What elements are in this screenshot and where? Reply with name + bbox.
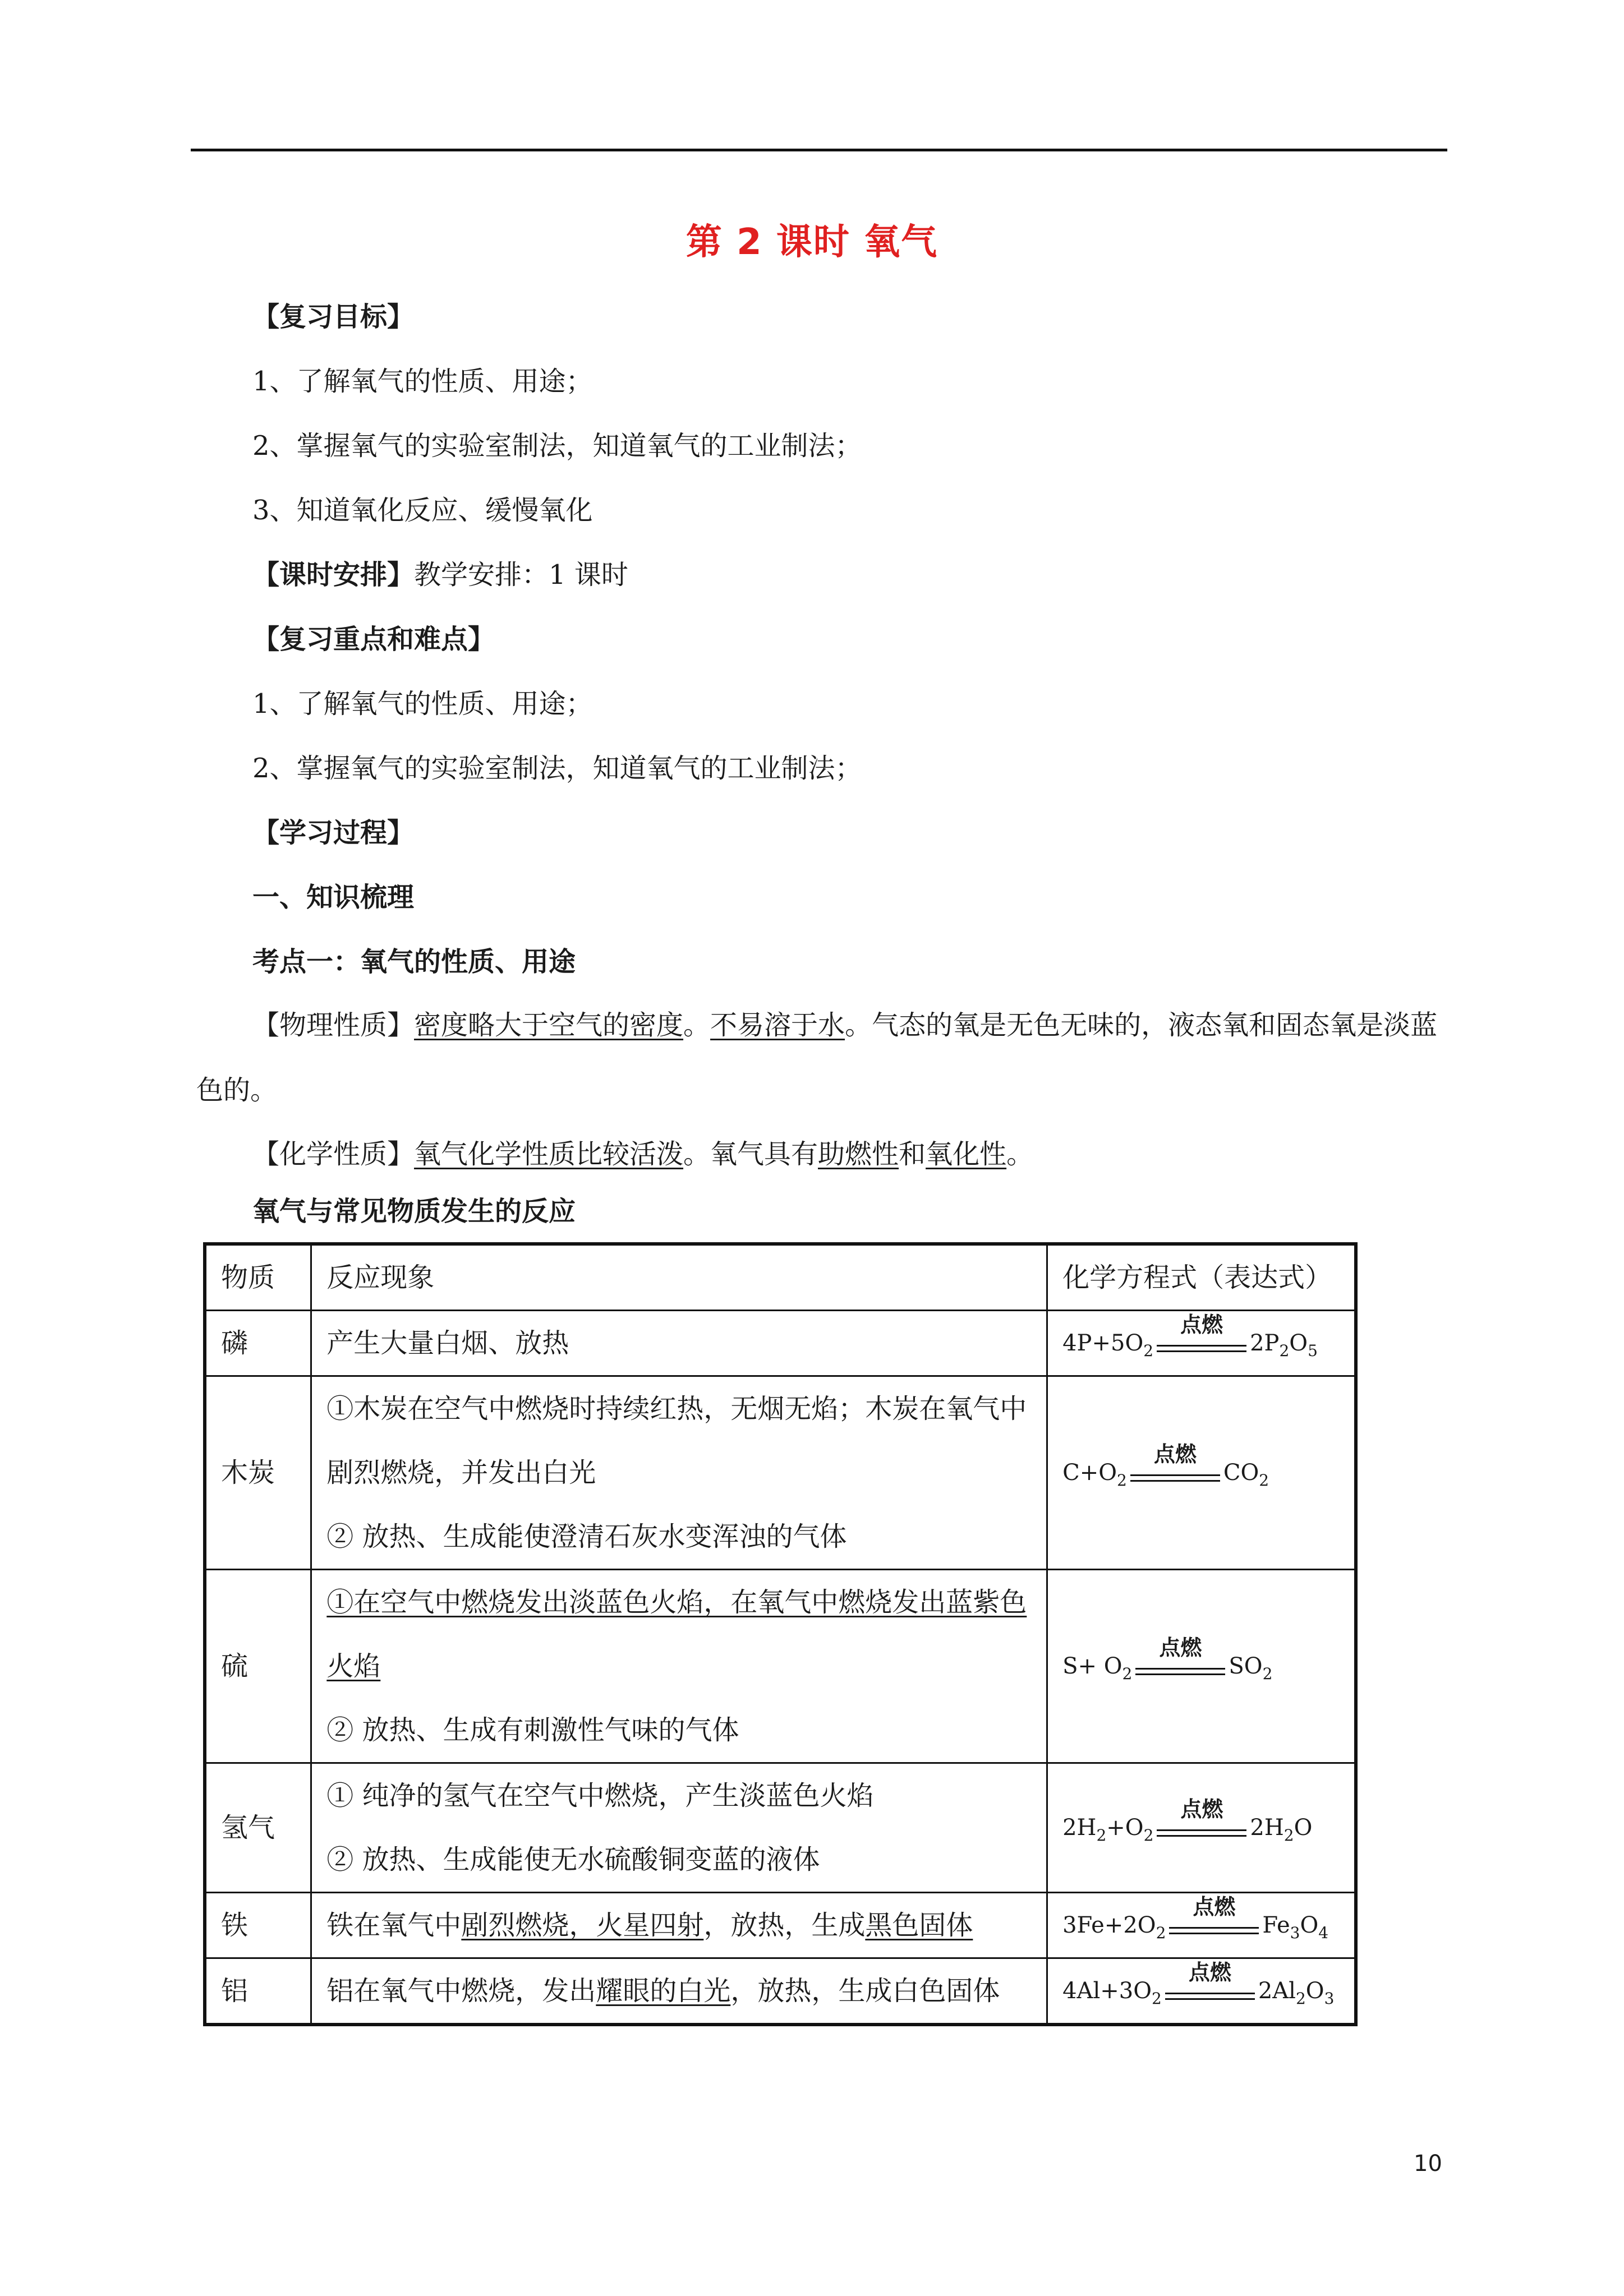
- table-caption: 氧气与常见物质发生的反应: [252, 1196, 576, 1227]
- header-substance: 物质: [205, 1244, 311, 1311]
- condition-mark: 点燃: [1130, 1458, 1220, 1491]
- topic-heading: 考点一：氧气的性质、用途: [252, 946, 576, 978]
- page-title: 第 2 课时 氧气: [686, 222, 938, 263]
- table-row: [205, 1376, 1356, 1570]
- physical-sep: 。: [683, 1009, 711, 1041]
- equation-hydrogen: $2H_2+O_2$ 点燃 $2H_2O$: [1047, 1763, 1356, 1893]
- section-heading: 一、知识梳理: [252, 882, 415, 913]
- substance-phosphorus: 磷: [205, 1311, 311, 1376]
- physical-properties-paragraph: [196, 993, 1447, 1123]
- chemical-label: 【化学性质】: [252, 1138, 415, 1170]
- schedule-text: 教学安排：1 课时: [414, 559, 628, 591]
- substance-iron: 铁: [205, 1893, 311, 1958]
- physical-density: 密度略大于空气的密度: [414, 1009, 684, 1041]
- process-heading: 【学习过程】: [252, 817, 415, 849]
- chemical-text-1: 。氧气具有: [683, 1138, 818, 1170]
- chemical-active: 氧气化学性质比较活泼: [414, 1138, 684, 1170]
- condition-mark: 点燃: [1157, 1813, 1246, 1846]
- physical-label: 【物理性质】: [252, 1009, 415, 1041]
- table-row: [205, 1311, 1356, 1376]
- equation-iron: $3Fe+2O_2$ 点燃 $Fe_3O_4$: [1047, 1893, 1356, 1958]
- phenomena-hydrogen: ① 纯净的氢气在空气中燃烧，产生淡蓝色火焰 ② 放热、生成能使无水硫酸铜变蓝的液体: [311, 1763, 1047, 1893]
- substance-charcoal: 木炭: [205, 1376, 311, 1570]
- physical-solubility: 不易溶于水: [710, 1009, 845, 1041]
- goal-item-2: 2、掌握氧气的实验室制法，知道氧气的工业制法；: [252, 430, 862, 462]
- condition-mark: 点燃: [1135, 1651, 1225, 1685]
- header-equation: 化学方程式（表达式）: [1047, 1244, 1356, 1311]
- phenomena-sulfur: ①在空气中燃烧发出淡蓝色火焰，在氧气中燃烧发出蓝紫色火焰 ② 放热、生成有刺激性气味的气体: [311, 1570, 1047, 1763]
- substance-aluminum: 铝: [205, 1958, 311, 2025]
- key-point-item-1: 1、了解氧气的性质、用途；: [252, 688, 593, 720]
- chemical-oxidizing: 氧化性: [926, 1138, 1007, 1170]
- chemical-text-2: 和: [899, 1138, 926, 1170]
- condition-mark: 点燃: [1169, 1910, 1259, 1944]
- equation-aluminum: $4Al+3O_2$ 点燃 $2Al_2O_3$: [1047, 1958, 1356, 2025]
- equation-sulfur: $S+ O_2$ 点燃 $SO_2$: [1047, 1570, 1356, 1763]
- table-row: [205, 1570, 1356, 1763]
- condition-mark: 点燃: [1165, 1976, 1255, 2009]
- schedule-line: [252, 558, 628, 592]
- header-rule: [191, 149, 1447, 151]
- chemical-properties-paragraph: [196, 1122, 1447, 1187]
- table-row: [205, 1763, 1356, 1893]
- phenomena-charcoal: ①木炭在空气中燃烧时持续红热，无烟无焰；木炭在氧气中剧烈燃烧，并发出白光 ② 放热、生成能使澄清石灰水变浑浊的气体: [311, 1376, 1047, 1570]
- key-points-heading: 【复习重点和难点】: [252, 624, 495, 655]
- equation-charcoal: $C+O_2$ 点燃 $CO_2$: [1047, 1376, 1356, 1570]
- equation-phosphorus: $4P+5O_2$ 点燃 $2P_2O_5$: [1047, 1311, 1356, 1376]
- page-number: 10: [1414, 2151, 1442, 2177]
- goal-item-1: 1、了解氧气的性质、用途；: [252, 366, 593, 397]
- reactions-table: [203, 1242, 1358, 2026]
- phenomena-phosphorus: 产生大量白烟、放热: [311, 1311, 1047, 1376]
- goals-heading: 【复习目标】: [252, 301, 415, 333]
- goal-item-3: 3、知道氧化反应、缓慢氧化: [252, 495, 593, 526]
- substance-hydrogen: 氢气: [205, 1763, 311, 1893]
- key-point-item-2: 2、掌握氧气的实验室制法，知道氧气的工业制法；: [252, 753, 862, 784]
- schedule-heading: 【课时安排】: [252, 559, 415, 591]
- phenomena-iron: 铁在氧气中剧烈燃烧，火星四射，放热，生成黑色固体: [311, 1893, 1047, 1958]
- chemical-text-3: 。: [1006, 1138, 1034, 1170]
- table-row: [205, 1958, 1356, 2025]
- table-row: [205, 1893, 1356, 1958]
- substance-sulfur: 硫: [205, 1570, 311, 1763]
- condition-mark: 点燃: [1157, 1328, 1246, 1362]
- chemical-combustion-support: 助燃性: [818, 1138, 899, 1170]
- table-header-row: [205, 1244, 1356, 1311]
- phenomena-aluminum: 铝在氧气中燃烧，发出耀眼的白光，放热，生成白色固体: [311, 1958, 1047, 2025]
- physical-rest: 。气态的氧是无色无味的，液态氧和固态氧是淡蓝色的。: [196, 1009, 1438, 1106]
- header-phenomena: 反应现象: [311, 1244, 1047, 1311]
